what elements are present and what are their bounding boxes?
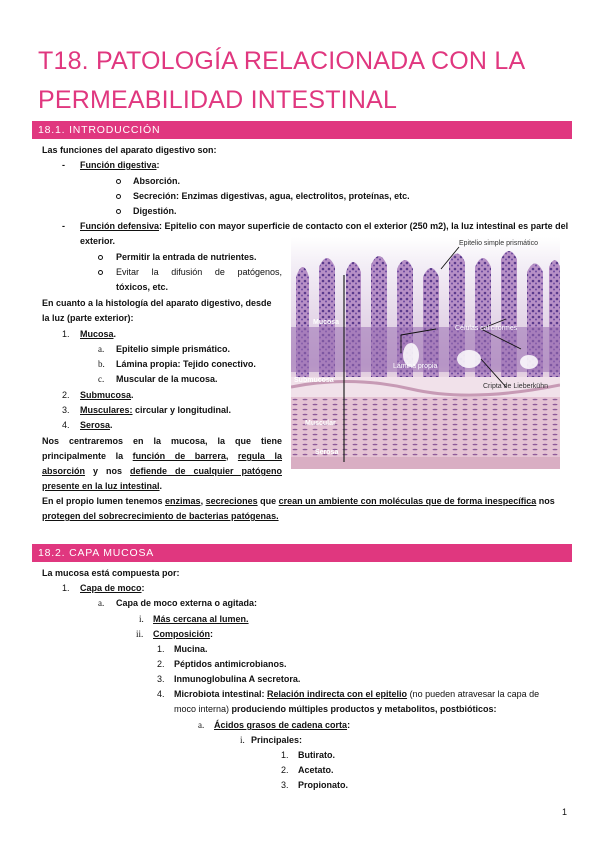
intro-lead: Las funciones del aparato digestivo son: xyxy=(42,145,217,155)
label-lamina: Lámina propia xyxy=(393,363,438,370)
funcion-defensiva: Función defensiva: Epitelio con mayor superficie de contacto con el exterior (250 m2), la luz intestinal es parte del xyxy=(80,221,569,231)
title-line-1: T18. PATOLOGÍA RELACIONADA CON LA xyxy=(38,47,526,75)
para1-line-4: presente en la luz intestinal. xyxy=(42,481,163,491)
list-number: 1. xyxy=(62,329,70,339)
comp-2: Péptidos antimicrobianos. xyxy=(174,659,287,669)
list-number: 4. xyxy=(157,689,165,699)
prin-2: Acetato. xyxy=(298,765,334,775)
layer-submucosa: Submucosa. xyxy=(80,390,134,400)
layer-musculares: Musculares: circular y longitudinal. xyxy=(80,405,232,415)
list-letter: a. xyxy=(198,720,205,730)
capa-externa: Capa de moco externa o agitada: xyxy=(116,598,258,608)
layer-serosa: Serosa. xyxy=(80,420,113,430)
list-number: 2. xyxy=(62,390,70,400)
list-roman: ii. xyxy=(136,629,144,639)
list-number: 4. xyxy=(62,420,70,430)
histology-image xyxy=(291,237,560,469)
capa-moco: Capa de moco: xyxy=(80,583,145,593)
label-serosa: Serosa xyxy=(315,449,339,456)
circle-bullet-icon xyxy=(116,204,121,219)
mucosa-sub-2: Lámina propia: Tejido conectivo. xyxy=(116,359,256,369)
label-celulas: Células caliciformes xyxy=(455,325,518,332)
comp-1: Mucina. xyxy=(174,644,208,654)
comp-3: Inmunoglobulina A secretora. xyxy=(174,674,301,684)
digestiva-item-3: Digestión. xyxy=(133,206,177,216)
prin-1: Butirato. xyxy=(298,750,335,760)
para1-line-1: Nos centraremos en la mucosa, la que tiene xyxy=(42,436,282,446)
comp-4-line-2: moco interna) produciendo múltiples productos y metabolitos, postbióticos: xyxy=(174,704,497,714)
list-number: 3. xyxy=(281,780,289,790)
list-number: 1. xyxy=(62,583,70,593)
layer-mucosa: Mucosa. xyxy=(80,329,117,339)
page-number: 1 xyxy=(561,807,567,817)
funcion-digestiva: Función digestiva: xyxy=(80,160,160,170)
section-heading-mucosa: 18.2. CAPA MUCOSA xyxy=(32,544,572,562)
label-muscular: Muscular xyxy=(305,420,336,427)
mucosa-sub-1: Epitelio simple prismático. xyxy=(116,344,231,354)
page-title xyxy=(38,42,568,120)
defensiva-item-2: Evitar la difusión de patógenos, xyxy=(116,267,282,277)
circle-bullet-icon xyxy=(98,265,103,280)
list-number: 2. xyxy=(157,659,165,669)
list-number: 3. xyxy=(157,674,165,684)
digestiva-item-1: Absorción. xyxy=(133,176,181,186)
histo-line-2: la luz (parte exterior): xyxy=(42,313,134,323)
defensiva-item-1: Permitir la entrada de nutrientes. xyxy=(116,252,257,262)
dash-bullet: - xyxy=(62,160,65,170)
list-letter: a. xyxy=(98,598,105,608)
para2-line-2: protegen del sobrecrecimiento de bacterias patógenas. xyxy=(42,511,279,521)
section-heading-intro: 18.1. INTRODUCCIÓN xyxy=(32,121,572,139)
para2-line-1: En el propio lumen tenemos enzimas, secreciones que crean un ambiente con moléculas que de forma inespecífica nos xyxy=(42,496,555,506)
histo-line-1: En cuanto a la histología del aparato digestivo, desde xyxy=(42,298,272,308)
digestiva-item-2: Secreción: Enzimas digestivas, agua, electrolitos, proteínas, etc. xyxy=(133,191,410,201)
list-letter: a. xyxy=(98,344,105,354)
list-letter: c. xyxy=(98,374,105,384)
mas-cercana: Más cercana al lumen. xyxy=(153,614,249,624)
composicion: Composición: xyxy=(153,629,214,639)
list-number: 3. xyxy=(62,405,70,415)
mucosa-lead: La mucosa está compuesta por: xyxy=(42,568,180,578)
histology-figure xyxy=(291,237,560,469)
circle-bullet-icon xyxy=(116,189,121,204)
list-number: 2. xyxy=(281,765,289,775)
label-epitelio: Epitelio simple prismático xyxy=(459,240,538,247)
list-roman: i. xyxy=(240,735,245,745)
para1-line-2: principalmente la función de barrera, regula la xyxy=(42,451,282,461)
list-letter: b. xyxy=(98,359,105,369)
defensiva-item-3: tóxicos, etc. xyxy=(116,282,169,292)
title-line-2: PERMEABILIDAD INTESTINAL xyxy=(38,86,398,114)
label-mucosa: Mucosa xyxy=(313,319,340,326)
circle-bullet-icon xyxy=(116,174,121,189)
label-cripta: Cripta de Lieberkühn xyxy=(483,383,548,390)
defensiva-text-2: exterior. xyxy=(80,236,116,246)
circle-bullet-icon xyxy=(98,250,103,265)
prin-3: Propionato. xyxy=(298,780,348,790)
mucosa-sub-3: Muscular de la mucosa. xyxy=(116,374,218,384)
dash-bullet: - xyxy=(62,221,65,231)
list-roman: i. xyxy=(139,614,144,624)
list-number: 1. xyxy=(157,644,165,654)
acidos-grasos: Ácidos grasos de cadena corta: xyxy=(214,720,351,730)
comp-4: Microbiota intestinal: Relación indirecta con el epitelio (no pueden atravesar la capa de xyxy=(174,689,540,699)
principales: Principales: xyxy=(251,735,303,745)
label-submucosa: Submucosa xyxy=(294,377,334,384)
list-number: 1. xyxy=(281,750,289,760)
para1-line-3: absorción y nos defiende de cualquier patógeno xyxy=(42,466,282,476)
